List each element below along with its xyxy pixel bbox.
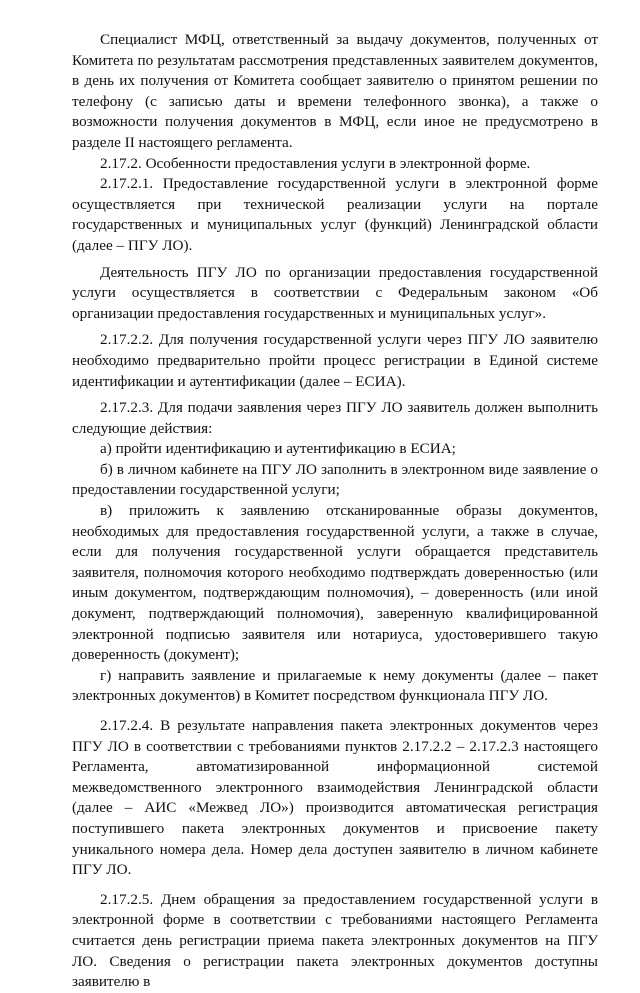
- paragraph-2-17-2: 2.17.2. Особенности предоставления услуги в электронной форме.: [100, 154, 531, 172]
- paragraph-mfc-specialist: Специалист МФЦ, ответственный за выдачу документов, полученных от Комитета по результатам рассмотрения представленных заявителем документов, в день их получения от Комитета сообщает заявителю о принятом решении по телефону (с записью даты и времени телефонного звонка), а также о возможности получения документов в МФЦ, если иное не предусмотрено в разделе II настоящего регламента.: [72, 31, 598, 151]
- paragraph-2-17-2-4: 2.17.2.4. В результате направления пакета электронных документов через ПГУ ЛО в соответствии с требованиями пунктов 2.17.2.2 – 2.17.2.3 настоящего Регламента, автоматизированной информационной системой межведомственного электронного взаимодействия Ленинградской области (далее – АИС «Межвед ЛО») производится автоматическая регистрация поступившего пакета электронных документов и присвоение пакету уникального номера дела. Номер дела доступен заявителю в личном кабинете ПГУ ЛО.: [72, 717, 598, 879]
- list-item-v: в) приложить к заявлению отсканированные образы документов, необходимых для предоставления государственной услуги, а также в случае, если для получения государственной услуги обращается представитель заявителя, полномочия которого необходимо подтверждать доверенностью (или иным документом, подтверждающим полномочия), – доверенность (или иной документ, подтверждающий полномочия), заверенную квалифицированной электронной подписью заявителя или нотариуса, удостоверившего такую доверенность (документ);: [72, 502, 598, 664]
- list-item-a: а) пройти идентификацию и аутентификацию в ЕСИА;: [100, 440, 456, 458]
- paragraph-2-17-2-2: 2.17.2.2. Для получения государственной услуги через ПГУ ЛО заявителю необходимо предварительно пройти процесс регистрации в Единой системе идентификации и аутентификации (далее – ЕСИА).: [72, 331, 598, 390]
- paragraph-2-17-2-5: 2.17.2.5. Днем обращения за предоставлением государственной услуги в электронной форме в соответствии с требованиями настоящего Регламента считается день регистрации приема пакета электронных документов на ПГУ ЛО. Сведения о регистрации пакета электронных документов доступны заявителю в: [72, 890, 598, 991]
- paragraph-pgu-activity: Деятельность ПГУ ЛО по организации предоставления государственной услуги осуществляется в соответствии с Федеральным законом «Об организации предоставления государственных и муниципальных услуг».: [72, 263, 598, 322]
- paragraph-2-17-2-3: 2.17.2.3. Для подачи заявления через ПГУ ЛО заявитель должен выполнить следующие действия:: [72, 399, 598, 437]
- list-item-b: б) в личном кабинете на ПГУ ЛО заполнить в электронном виде заявление о предоставлении государственной услуги;: [72, 460, 598, 499]
- paragraph-2-17-2-1: 2.17.2.1. Предоставление государственной услуги в электронной форме осуществляется при технической реализации услуги на портале государственных и муниципальных услуг (функций) Ленинградской области (далее – ПГУ ЛО).: [72, 175, 598, 254]
- list-item-g: г) направить заявление и прилагаемые к нему документы (далее – пакет электронных документов) в Комитет посредством функционала ПГУ ЛО.: [72, 666, 598, 705]
